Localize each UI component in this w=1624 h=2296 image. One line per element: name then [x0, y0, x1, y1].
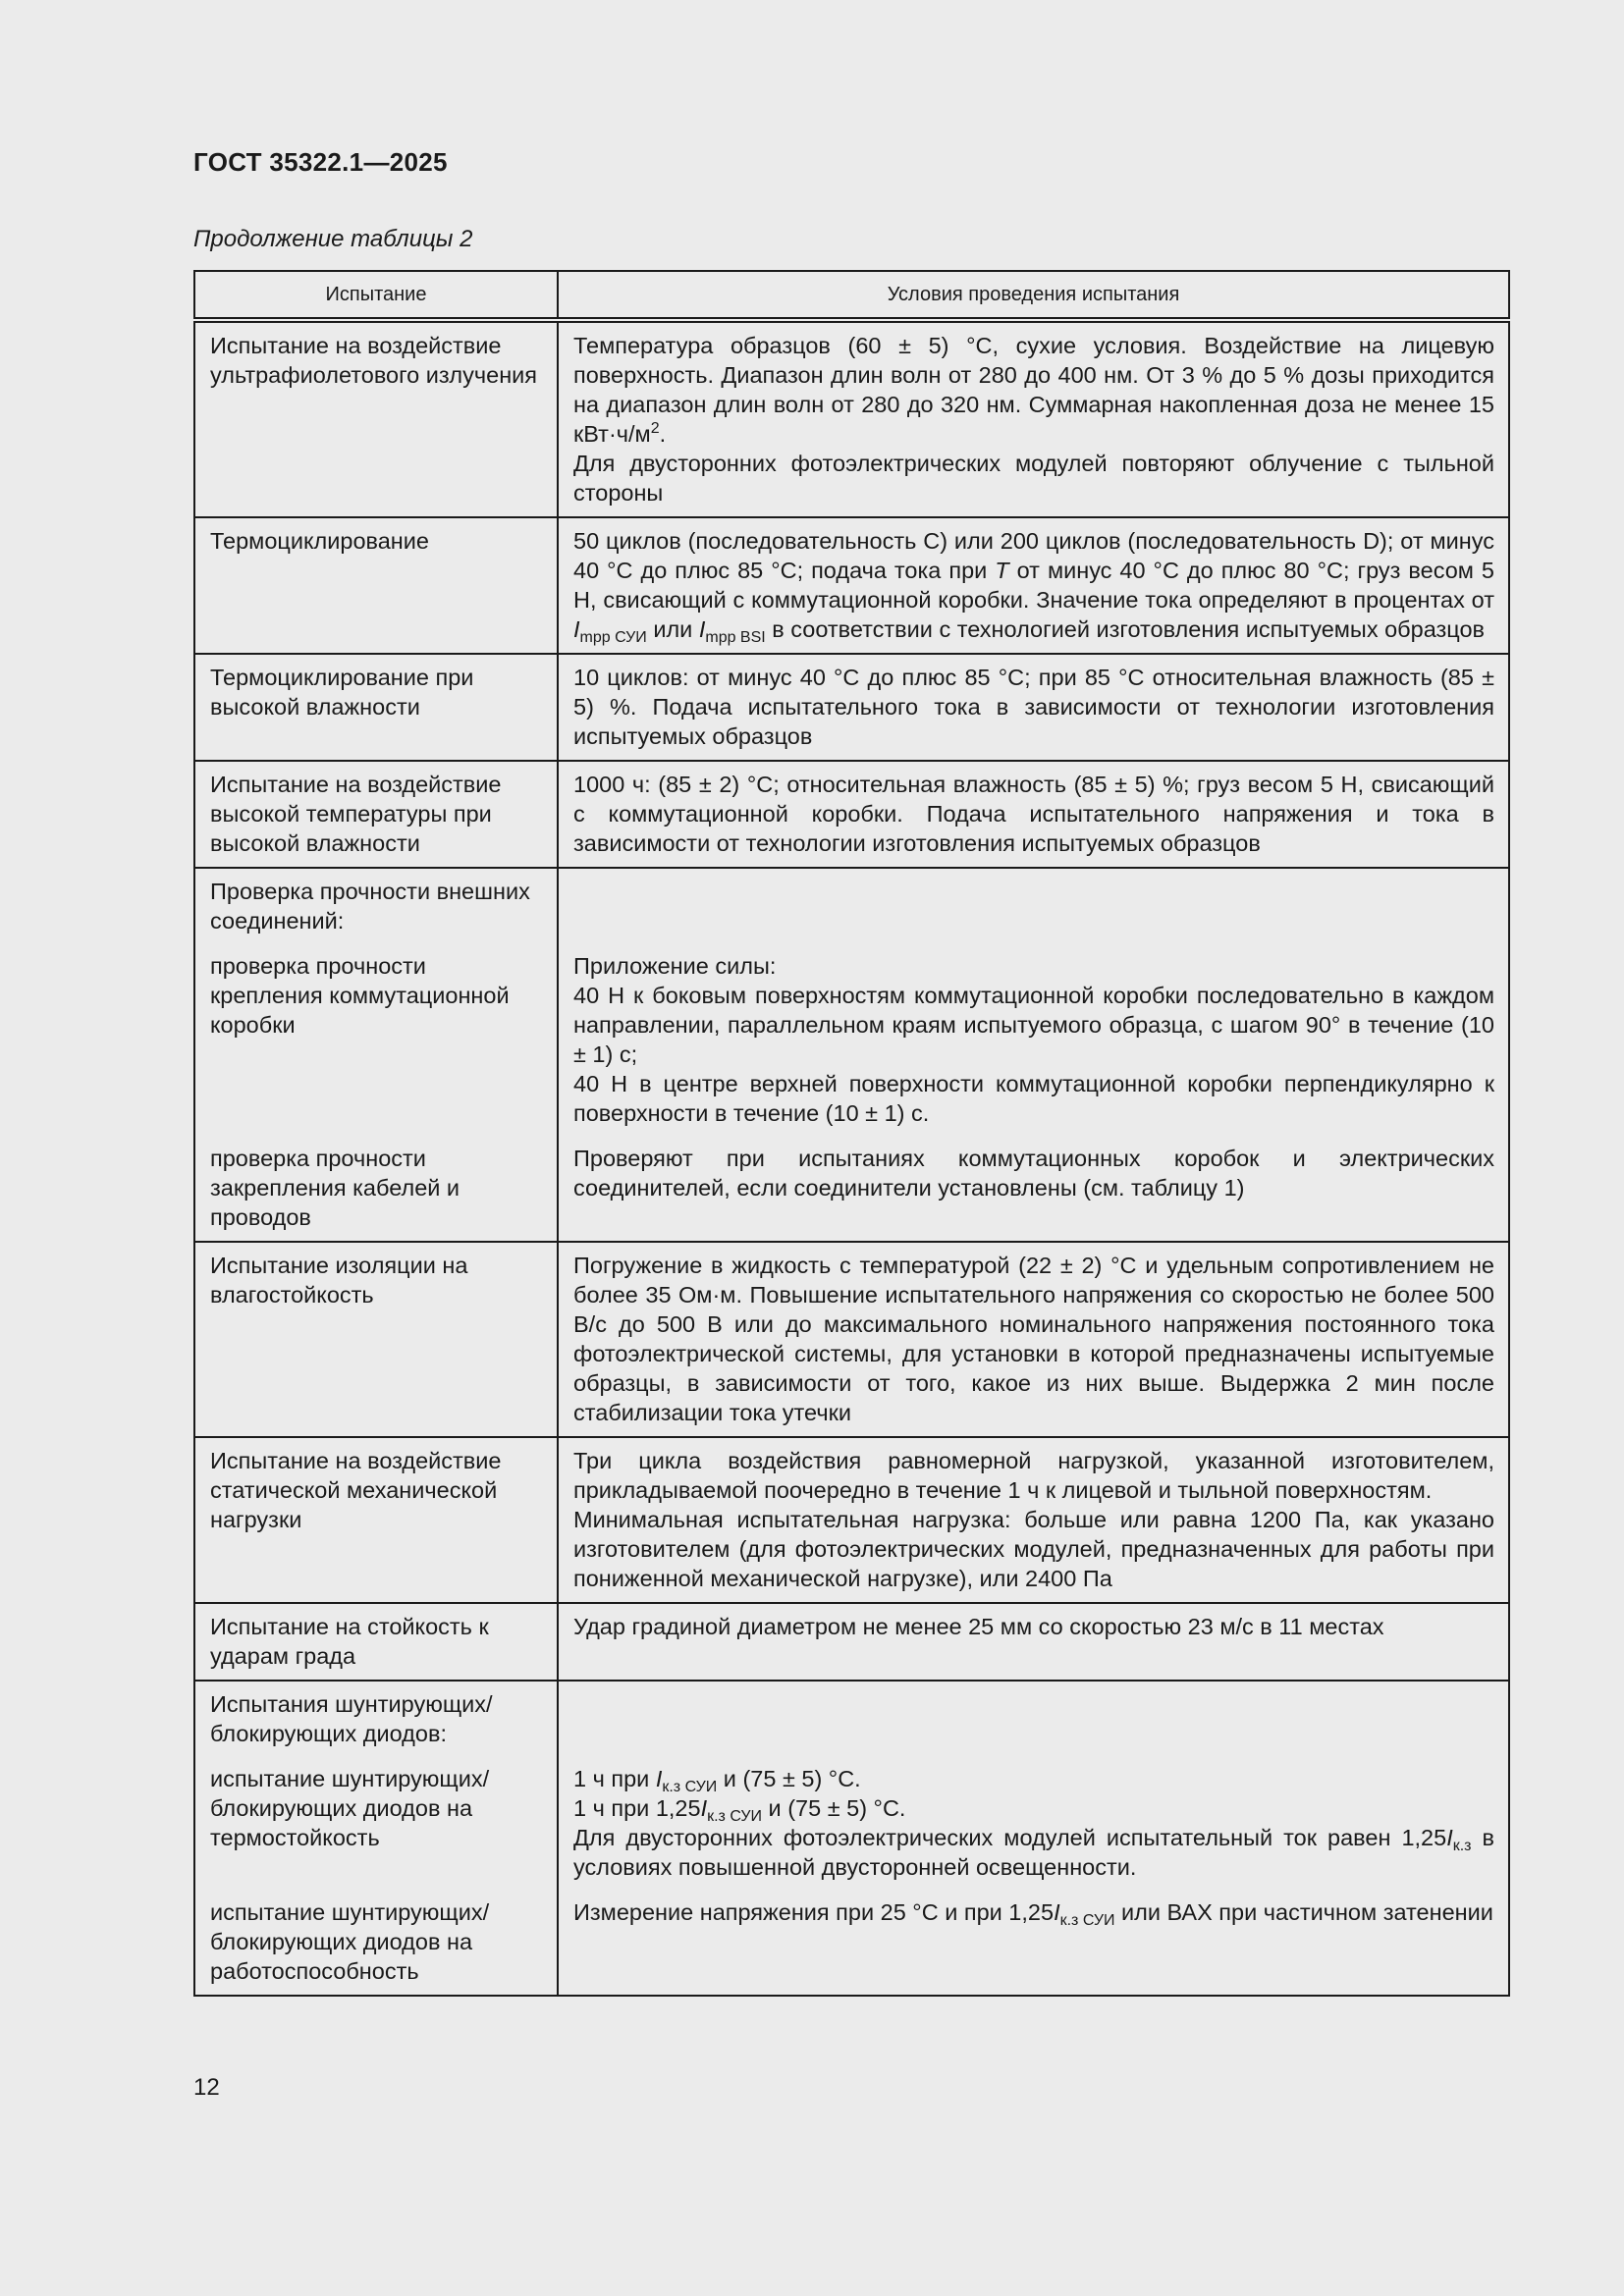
text-fragment: Для двусторонних фотоэлектрических модулей испытательный ток равен 1,25	[573, 1825, 1447, 1850]
symbol-I: I	[573, 616, 580, 642]
conditions-cell	[558, 320, 1509, 517]
conditions-text: или	[646, 616, 699, 642]
test-name-cell: Испытание на воздействие статической механической нагрузки	[194, 1437, 558, 1603]
text-fragment: 1 ч при	[573, 1766, 656, 1791]
subscript: к.з	[1452, 1838, 1472, 1854]
subtest-conditions: Проверяют при испытаниях коммутационных коробок и электрических соединителей, если соединители установлены (см. таблицу 1)	[573, 1146, 1494, 1201]
conditions-cell	[558, 868, 1509, 1242]
table-row	[194, 1603, 1509, 1681]
subtest-conditions	[573, 951, 1494, 1128]
standard-designation: ГОСТ 35322.1—2025	[193, 147, 448, 177]
subtest-name: проверка прочности крепления коммутационной коробки	[210, 953, 510, 1038]
table-row	[194, 1437, 1509, 1603]
text-fragment: и (75 ± 5) °С.	[762, 1795, 906, 1821]
conditions-text: 40 Н к боковым поверхностям коммутационной коробки последовательно в каждом направлении, параллельном краям испытуемого образца, с шагом 90° в течение (10 ± 1) с;	[573, 983, 1494, 1067]
test-group-title: Проверка прочности внешних соединений:	[210, 879, 530, 934]
subscript: к.з СУИ	[707, 1808, 763, 1825]
table-caption: Продолжение таблицы 2	[193, 226, 473, 252]
conditions-cell: 10 циклов: от минус 40 °С до плюс 85 °С; при 85 °С относительная влажность (85 ± 5) %. Подача испытательного тока в зависимости от технологии изготовления испытуемых образцов	[558, 654, 1509, 761]
test-group-title: Испытания шунтирующих/блокирующих диодов:	[210, 1691, 493, 1746]
symbol-I: I	[1054, 1899, 1060, 1925]
subtest-name: испытание шунтирующих/блокирующих диодов на работоспособность	[210, 1899, 490, 1984]
conditions-cell	[558, 517, 1509, 654]
conditions-text: Для двусторонних фотоэлектрических модулей повторяют облучение с тыльной стороны	[573, 451, 1494, 506]
conditions-cell	[558, 1681, 1509, 1996]
column-header-test: Испытание	[194, 271, 558, 320]
conditions-cell: Погружение в жидкость с температурой (22 ± 2) °С и удельным сопротивлением не более 35 Ом·м. Повышение испытательного напряжения со скоростью не более 500 В/с до 500 В или до максимального номинального напряжения постоянного тока фотоэлектрической системы, для установки в которой предназначены испытуемые образцы, в зависимости от того, какое из них выше. Выдержка 2 мин после стабилизации тока утечки	[558, 1242, 1509, 1437]
text-fragment: в условиях повышенной двусторонней освещенности.	[573, 1825, 1494, 1880]
test-name-cell: Испытание на воздействие ультрафиолетового излучения	[194, 320, 558, 517]
subtest-conditions	[573, 1764, 1494, 1882]
subtest-name: проверка прочности закрепления кабелей и проводов	[210, 1146, 460, 1230]
test-name-cell: Термоциклирование	[194, 517, 558, 654]
conditions-text: Температура образцов (60 ± 5) °С, сухие условия. Воздействие на лицевую поверхность. Диапазон длин волн от 280 до 400 нм. От 3 % до 5 % дозы приходится на диапазон длин волн от 280 до 320 нм. Суммарная накопленная доза не менее 15 кВт·ч/м	[573, 333, 1494, 447]
conditions-text: 50 циклов (последовательность С) или 200 циклов (последовательность D); от минус 40 °С до плюс 85 °С; подача тока при	[573, 528, 1494, 583]
text-fragment: 1 ч при 1,25	[573, 1795, 701, 1821]
subscript: mpp BSI	[705, 629, 766, 646]
test-name-cell	[194, 1681, 558, 1996]
symbol-I: I	[698, 616, 706, 642]
test-name-cell	[194, 868, 558, 1242]
column-header-conditions: Условия проведения испытания	[558, 271, 1509, 320]
table-row	[194, 1681, 1509, 1996]
conditions-cell	[558, 1437, 1509, 1603]
conditions-text: от минус 40 °С до плюс 80 °С; груз весом 5 Н, свисающий с коммутационной коробки. Значение тока определяют в процентах от	[573, 558, 1494, 613]
table-row	[194, 868, 1509, 1242]
conditions-cell: Удар градиной диаметром не менее 25 мм со скоростью 23 м/с в 11 местах	[558, 1603, 1509, 1681]
superscript: 2	[650, 420, 660, 437]
page-number: 12	[193, 2074, 220, 2101]
table-row	[194, 320, 1509, 517]
conditions-text: Приложение силы:	[573, 953, 777, 979]
conditions-text: 40 Н в центре верхней поверхности коммутационной коробки перпендикулярно к поверхности в течение (10 ± 1) с.	[573, 1071, 1494, 1126]
test-name-cell: Испытание изоляции на влагостойкость	[194, 1242, 558, 1437]
test-name-cell: Испытание на стойкость к ударам града	[194, 1603, 558, 1681]
conditions-text	[573, 1823, 1494, 1882]
table-row	[194, 761, 1509, 868]
symbol-I: I	[655, 1766, 663, 1791]
test-conditions-table	[193, 270, 1510, 1997]
conditions-text	[573, 1764, 1494, 1793]
conditions-text: .	[659, 421, 667, 447]
subscript: к.з СУИ	[1059, 1912, 1115, 1929]
table-row	[194, 517, 1509, 654]
symbol-T: T	[995, 558, 1009, 583]
text-fragment: и (75 ± 5) °С.	[717, 1766, 861, 1791]
symbol-I: I	[1446, 1825, 1453, 1850]
subscript: к.з СУИ	[662, 1779, 718, 1795]
conditions-text: Три цикла воздействия равномерной нагрузкой, указанной изготовителем, прикладываемой поочередно в течение 1 ч к лицевой и тыльной поверхностям.	[573, 1448, 1494, 1503]
table-row	[194, 654, 1509, 761]
subscript: mpp СУИ	[579, 629, 647, 646]
test-name-cell: Испытание на воздействие высокой температуры при высокой влажности	[194, 761, 558, 868]
subtest-name: испытание шунтирующих/блокирующих диодов на термостойкость	[210, 1766, 490, 1850]
table-row	[194, 1242, 1509, 1437]
text-fragment: или ВАХ при частичном затенении	[1114, 1899, 1493, 1925]
symbol-I: I	[700, 1795, 708, 1821]
test-name-cell: Термоциклирование при высокой влажности	[194, 654, 558, 761]
conditions-cell: 1000 ч: (85 ± 2) °С; относительная влажность (85 ± 5) %; груз весом 5 Н, свисающий с коммутационной коробки. Подача испытательного напряжения и тока в зависимости от технологии изготовления испытуемых образцов	[558, 761, 1509, 868]
table-header-row	[194, 271, 1509, 320]
conditions-text: в соответствии с технологией изготовления испытуемых образцов	[765, 616, 1486, 642]
conditions-text	[573, 1793, 1494, 1823]
subtest-conditions	[573, 1897, 1494, 1927]
conditions-text: Минимальная испытательная нагрузка: больше или равна 1200 Па, как указано изготовителем (для фотоэлектрических модулей, предназначенных для работы при пониженной механической нагрузке), или 2400 Па	[573, 1507, 1494, 1591]
text-fragment: Измерение напряжения при 25 °С и при 1,25	[573, 1899, 1055, 1925]
